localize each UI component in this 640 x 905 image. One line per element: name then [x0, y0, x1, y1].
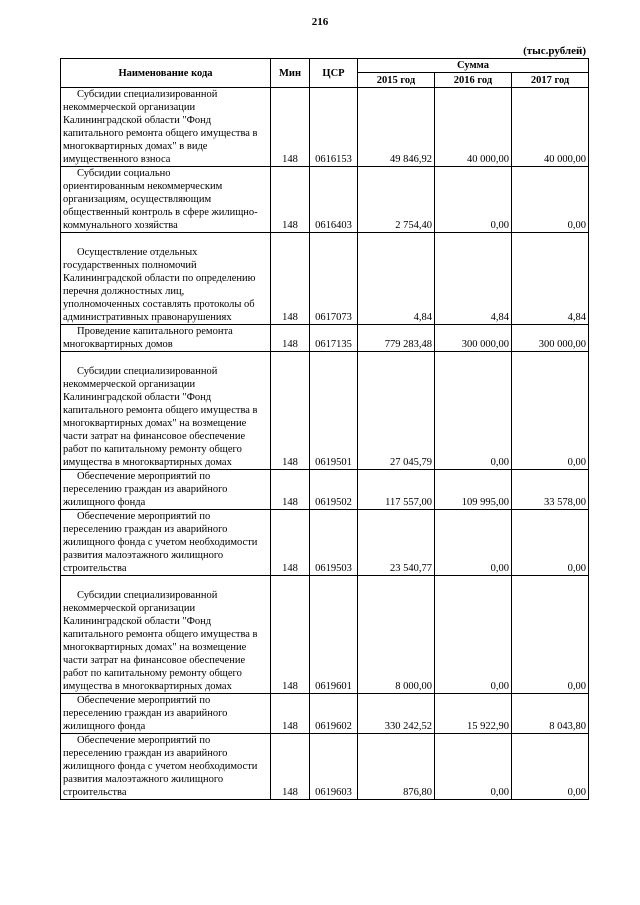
row-name-line: жилищного фонда с учетом необходимости: [63, 761, 258, 772]
row-csr: 0619601: [310, 576, 358, 694]
row-name-line: переселению граждан из аварийного: [63, 748, 228, 759]
row-name-line: имущественного взноса: [63, 154, 171, 165]
row-name: [61, 325, 271, 352]
row-name-line: работ по капитальному ремонту общего: [63, 444, 242, 455]
row-name-line: уполномоченных составлять протоколы об: [63, 299, 255, 310]
row-csr: 0619603: [310, 734, 358, 800]
row-name-line: коммунального хозяйства: [63, 220, 178, 231]
row-amount-2017: 40 000,00: [512, 88, 589, 167]
row-name-line: административных правонарушениях: [63, 312, 232, 323]
budget-table: [60, 58, 589, 800]
row-name-line: капитального ремонта общего имущества в: [63, 405, 258, 416]
table-row: [61, 325, 589, 352]
row-name-line: многоквартирных домах" на возмещение: [63, 418, 247, 429]
row-name-line: государственных полномочий: [63, 260, 197, 271]
row-amount-2015: 117 557,00: [358, 470, 435, 510]
row-min: 148: [271, 694, 310, 734]
row-amount-2015: 779 283,48: [358, 325, 435, 352]
row-amount-2016: 0,00: [435, 510, 512, 576]
row-name-line: работ по капитальному ремонту общего: [63, 668, 242, 679]
row-csr: 0617135: [310, 325, 358, 352]
header-sum: Сумма: [358, 59, 589, 73]
table-body: [61, 88, 589, 800]
row-name-line: строительства: [63, 563, 127, 574]
row-name-line: Субсидии социально: [77, 168, 171, 179]
row-name-line: некоммерческой организации: [63, 102, 196, 113]
row-name-line: организациям, осуществляющим: [63, 194, 212, 205]
row-name-line: капитального ремонта общего имущества в: [63, 629, 258, 640]
row-amount-2017: 0,00: [512, 167, 589, 233]
row-name-line: Субсидии специализированной: [77, 366, 218, 377]
row-amount-2017: 0,00: [512, 352, 589, 470]
row-name-line: перечня должностных лиц,: [63, 286, 185, 297]
row-name-line: развития малоэтажного жилищного: [63, 774, 224, 785]
row-amount-2015: 2 754,40: [358, 167, 435, 233]
row-amount-2016: 0,00: [435, 167, 512, 233]
header-min: Мин: [271, 59, 310, 88]
row-name-line: некоммерческой организации: [63, 603, 196, 614]
row-name-line: развития малоэтажного жилищного: [63, 550, 224, 561]
row-amount-2015: 330 242,52: [358, 694, 435, 734]
row-name-line: Калининградской области по определению: [63, 273, 256, 284]
row-name: [61, 167, 271, 233]
row-name-line: Калининградской области "Фонд: [63, 616, 212, 627]
row-amount-2016: 109 995,00: [435, 470, 512, 510]
row-name-line: части затрат на финансовое обеспечение: [63, 431, 246, 442]
row-amount-2017: 8 043,80: [512, 694, 589, 734]
row-name-line: Обеспечение мероприятий по: [77, 735, 211, 746]
row-name: [61, 694, 271, 734]
row-min: 148: [271, 167, 310, 233]
row-min: 148: [271, 734, 310, 800]
table-row: [61, 510, 589, 576]
header-year-2015: 2015 год: [358, 73, 435, 88]
row-amount-2016: 0,00: [435, 734, 512, 800]
row-name-line: некоммерческой организации: [63, 379, 196, 390]
row-name-line: строительства: [63, 787, 127, 798]
header-name: Наименование кода: [61, 59, 271, 88]
row-amount-2016: 0,00: [435, 576, 512, 694]
row-min: 148: [271, 325, 310, 352]
table-row: [61, 734, 589, 800]
row-name: [61, 470, 271, 510]
row-name-line: Проведение капитального ремонта: [77, 326, 233, 337]
table-row: [61, 576, 589, 694]
row-name-line: переселению граждан из аварийного: [63, 484, 228, 495]
row-name-line: Осуществление отдельных: [77, 247, 198, 258]
header-year-2016: 2016 год: [435, 73, 512, 88]
table-row: [61, 352, 589, 470]
row-min: 148: [271, 352, 310, 470]
row-amount-2016: 0,00: [435, 352, 512, 470]
row-name-line: имущества в многоквартирных домах: [63, 681, 232, 692]
row-amount-2016: 15 922,90: [435, 694, 512, 734]
row-name-line: переселению граждан из аварийного: [63, 524, 228, 535]
row-amount-2016: 4,84: [435, 233, 512, 325]
row-amount-2015: 8 000,00: [358, 576, 435, 694]
row-amount-2017: 33 578,00: [512, 470, 589, 510]
row-min: 148: [271, 510, 310, 576]
row-name-line: части затрат на финансовое обеспечение: [63, 655, 246, 666]
row-name-line: Калининградской области "Фонд: [63, 115, 212, 126]
row-name-line: имущества в многоквартирных домах: [63, 457, 232, 468]
row-amount-2015: 49 846,92: [358, 88, 435, 167]
row-name: [61, 88, 271, 167]
header-year-2017: 2017 год: [512, 73, 589, 88]
row-csr: 0619602: [310, 694, 358, 734]
table-row: [61, 233, 589, 325]
row-amount-2015: 4,84: [358, 233, 435, 325]
row-amount-2015: 23 540,77: [358, 510, 435, 576]
table-row: [61, 88, 589, 167]
row-name-line: многоквартирных домов: [63, 339, 173, 350]
row-name-line: жилищного фонда с учетом необходимости: [63, 537, 258, 548]
row-csr: 0617073: [310, 233, 358, 325]
row-name-line: общественный контроль в сфере жилищно-: [63, 207, 258, 218]
row-name: [61, 734, 271, 800]
row-min: 148: [271, 88, 310, 167]
row-csr: 0616153: [310, 88, 358, 167]
row-csr: 0619502: [310, 470, 358, 510]
row-name-line: Обеспечение мероприятий по: [77, 511, 211, 522]
row-amount-2016: 40 000,00: [435, 88, 512, 167]
row-name-line: Субсидии специализированной: [77, 89, 218, 100]
row-csr: 0616403: [310, 167, 358, 233]
table-row: [61, 694, 589, 734]
row-name-line: переселению граждан из аварийного: [63, 708, 228, 719]
row-amount-2017: 300 000,00: [512, 325, 589, 352]
page-number: 216: [311, 16, 329, 28]
row-csr: 0619501: [310, 352, 358, 470]
row-name: [61, 510, 271, 576]
row-amount-2015: 27 045,79: [358, 352, 435, 470]
row-name-line: многоквартирных домах" в виде: [63, 141, 208, 152]
row-amount-2017: 0,00: [512, 734, 589, 800]
row-name-line: Субсидии специализированной: [77, 590, 218, 601]
table-row: [61, 167, 589, 233]
row-name-line: многоквартирных домах" на возмещение: [63, 642, 247, 653]
row-amount-2015: 876,80: [358, 734, 435, 800]
row-min: 148: [271, 576, 310, 694]
row-name: [61, 233, 271, 325]
header-csr: ЦСР: [310, 59, 358, 88]
row-amount-2016: 300 000,00: [435, 325, 512, 352]
row-min: 148: [271, 470, 310, 510]
row-min: 148: [271, 233, 310, 325]
row-name-line: Обеспечение мероприятий по: [77, 471, 211, 482]
row-amount-2017: 0,00: [512, 576, 589, 694]
table-row: [61, 470, 589, 510]
row-name-line: жилищного фонда: [63, 497, 146, 508]
row-csr: 0619503: [310, 510, 358, 576]
row-name-line: Калининградской области "Фонд: [63, 392, 212, 403]
row-amount-2017: 0,00: [512, 510, 589, 576]
row-amount-2017: 4,84: [512, 233, 589, 325]
units-label: (тыс.рублей): [523, 45, 586, 57]
row-name: [61, 352, 271, 470]
row-name: [61, 576, 271, 694]
row-name-line: Обеспечение мероприятий по: [77, 695, 211, 706]
row-name-line: ориентированным некоммерческим: [63, 181, 223, 192]
row-name-line: капитального ремонта общего имущества в: [63, 128, 258, 139]
row-name-line: жилищного фонда: [63, 721, 146, 732]
